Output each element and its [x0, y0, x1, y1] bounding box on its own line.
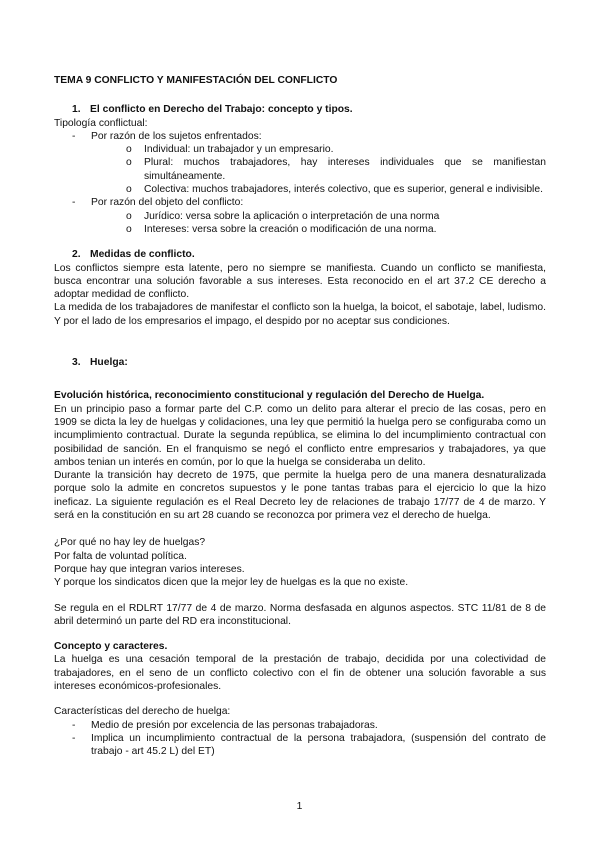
- characteristics-item: - Medio de presión por excelencia de las personas trabajadoras.: [72, 719, 546, 732]
- section-2-heading: [54, 248, 546, 261]
- section-2-paragraph: Los conflictos siempre esta latente, pero no siempre se manifiesta. Cuando un conflicto se manifiesta, busca encontrar una solución favorable a sus intereses. Esta reconocido en el art 37.2 CE derecho a adoptar medidad de conflicto.: [54, 262, 546, 301]
- section-2-title: Medidas de conflicto.: [90, 249, 195, 261]
- sublist-item: o Colectiva: muchos trabajadores, interés colectivo, que es superior, general e indivisible.: [126, 183, 546, 196]
- concept-subheading: Concepto y caracteres.: [54, 641, 168, 653]
- section-3-number: 3.: [72, 357, 81, 369]
- section-1-number: 1.: [72, 104, 81, 116]
- history-paragraph: Durante la transición hay decreto de 1975, que permite la huelga pero de una manera desnaturalizada porque solo la admite en concretos supuestos y le pone tantas trabas para el ejercicio lo que la hizo ineficaz. La siguiente regulación es el Real Decreto ley de relaciones de trabajo 17/77 de 4 de marzo. Y será en la constitución en su art 28 cuando se reconozca por primera vez el derecho de huelga.: [54, 470, 546, 522]
- answer-line: Porque hay que integran varios intereses.: [54, 563, 245, 575]
- section-3-heading: [54, 356, 546, 369]
- typology-item-object: [72, 196, 546, 236]
- typology-item-label: Por razón del objeto del conflicto:: [91, 197, 244, 209]
- page-number: 1: [296, 801, 303, 812]
- regulation-paragraph: Se regula en el RDLRT 17/77 de 4 de marzo. Norma desfasada en algunos aspectos. STC 11/81 de 8 de abril determinó un parte del RD era inconstitucional.: [54, 602, 546, 627]
- subjects-sublist: [91, 143, 546, 196]
- sublist-item: o Plural: muchos trabajadores, hay intereses individuales que se manifiestan simultáneamente.: [126, 156, 546, 183]
- section-2-number: 2.: [72, 249, 81, 261]
- characteristics-item: - Implica un incumplimiento contractual de la persona trabajadora, (suspensión del contrato de trabajo - art 45.2 L) del ET): [72, 732, 546, 759]
- concept-paragraph: La huelga es una cesación temporal de la prestación de trabajo, decidida por una colectividad de trabajadores, en el seno de un conflicto colectivo con el fin de obtener una solución favorable a sus intereses económicos-profesionales.: [54, 654, 546, 692]
- section-2-paragraph: La medida de los trabajadores de manifestar el conflicto son la huelga, la boicot, el sabotaje, label, ludismo. Y por el lado de los empresarios el impago, el despido por no aceptar sus condiciones.: [54, 302, 546, 327]
- typology-list: [54, 130, 546, 236]
- sublist-item: o Intereses: versa sobre la creación o modificación de una norma.: [126, 223, 546, 236]
- history-subheading: Evolución histórica, reconocimiento constitucional y regulación del Derecho de Huelga.: [54, 390, 485, 402]
- object-sublist: [91, 210, 546, 237]
- question-line: ¿Por qué no hay ley de huelgas?: [54, 537, 206, 549]
- section-1-intro: Tipología conflictual:: [54, 117, 148, 129]
- section-1-heading: [54, 103, 546, 116]
- answer-line: Y porque los sindicatos dicen que la mejor ley de huelgas es la que no existe.: [54, 577, 409, 589]
- section-1-title: El conflicto en Derecho del Trabajo: concepto y tipos.: [90, 104, 353, 116]
- section-3-title: Huelga:: [90, 357, 128, 369]
- history-paragraph: En un principio paso a formar parte del C.P. como un delito para alterar el precio de las cosas, pero en 1909 se dicta la ley de huelgas y colidaciones, una ley que permitió la huelga pero se configuraba como un incumplimiento contractual. Durate la segunda república, se elimina lo del incumplimiento contractual con posibilidad de sanción. En el franquismo se negó el conflicto entre empresarios y trabajadores, ya que ambos tenian un interés en común, por lo que la huelga se consideraba un delito.: [54, 403, 546, 468]
- typology-item-label: Por razón de los sujetos enfrentados:: [91, 130, 262, 142]
- sublist-item: o Jurídico: versa sobre la aplicación o interpretación de una norma: [126, 210, 546, 223]
- document-title: TEMA 9 CONFLICTO Y MANIFESTACIÓN DEL CONFLICTO: [54, 75, 338, 86]
- typology-item-subjects: [72, 130, 546, 196]
- characteristics-intro: Características del derecho de huelga:: [54, 706, 231, 718]
- sublist-item: o Individual: un trabajador y un empresario.: [126, 143, 546, 156]
- answer-line: Por falta de voluntad política.: [54, 550, 187, 562]
- characteristics-list: [54, 719, 546, 759]
